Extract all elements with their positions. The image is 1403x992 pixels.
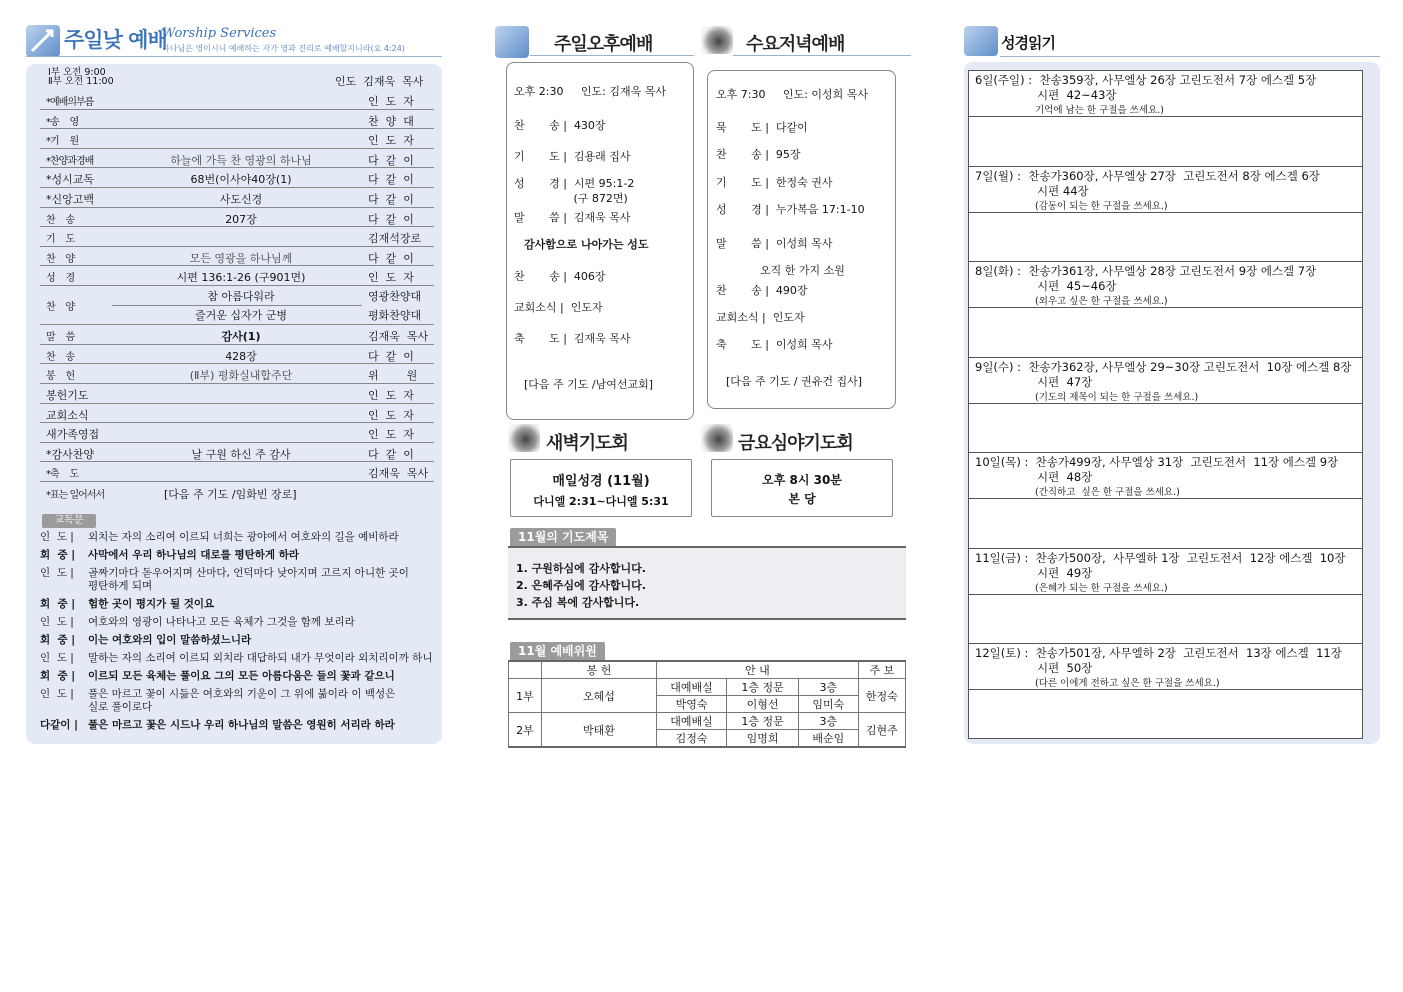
order-item-who: 다 같 이	[368, 173, 414, 187]
responsive-speaker: 인 도 |	[40, 567, 74, 579]
order-row	[40, 149, 434, 169]
wednesday-line: 교회소식 | 인도자	[716, 311, 805, 324]
order-item-name: 새가족영접	[46, 428, 100, 442]
order-row	[40, 462, 434, 482]
responsive-text: 말하는 자의 소리여 이르되 외치라 대답하되 내가 무엇이라 외치리이까 하니	[88, 652, 433, 664]
afternoon-line: 축 도 | 김재욱 목사	[514, 332, 631, 345]
reading-write-space	[969, 308, 1362, 357]
order-item-name: *기 원	[46, 136, 79, 148]
afternoon-line: 오후 2:30 인도: 김재욱 목사	[514, 85, 667, 98]
order-item-name: *송 영	[46, 116, 79, 128]
friday-title: 금요심야기도회	[738, 433, 853, 454]
staff-tag: 11월 예배위원	[510, 642, 605, 660]
afternoon-line: [다음 주 기도 /남여선교회]	[524, 378, 654, 391]
staff-guide-cell: 대예배실	[657, 713, 727, 730]
friday-prayer-icon	[701, 424, 733, 452]
responsive-line	[40, 670, 438, 683]
reading-write-space	[969, 499, 1362, 548]
dawn-prayer-box	[510, 459, 692, 517]
order-item-content: 68번(이사야40장(1)	[190, 173, 292, 187]
order-row	[40, 227, 434, 247]
order-item-who: 인 도 자	[368, 408, 414, 422]
afternoon-line: 성 경 | 시편 95:1-2	[514, 177, 635, 190]
next-prayer: [다음 주 기도 /임화빈 장로]	[164, 488, 297, 501]
responsive-line	[40, 634, 438, 647]
order-row	[40, 404, 434, 424]
wednesday-rule	[733, 55, 911, 56]
reading-day	[969, 453, 1362, 549]
order-item-content: 감사(1)	[221, 330, 261, 344]
afternoon-line: 찬 송 | 406장	[514, 270, 606, 283]
order-item-who: 다 같 이	[368, 447, 414, 461]
reading-day	[969, 549, 1362, 645]
schedule-second: Ⅱ부 오전 11:00	[48, 76, 114, 87]
staff-guide-cell: 임명희	[727, 730, 799, 748]
order-row	[40, 345, 434, 365]
order-item-who: 인 도 자	[368, 95, 414, 108]
responsive-speaker: 회 중 |	[40, 549, 76, 561]
afternoon-line: 교회소식 | 인도자	[514, 301, 603, 314]
reading-note-line: (은혜가 되는 한 구절을 쓰세요.)	[1035, 582, 1168, 594]
order-item-name: *찬양과경배	[46, 155, 94, 167]
staff-guide-cell: 임미숙	[799, 696, 859, 713]
responsive-text: 험한 곳이 평지가 될 것이요	[88, 598, 215, 610]
reading-day-line: 6일(주일) : 찬송359장, 사무엘상 26장 고린도전서 7장 에스겔 5장	[975, 73, 1317, 87]
wednesday-line: 오직 한 가지 소원	[760, 264, 845, 277]
responsive-text: 이르되 모든 육체는 풀이요 그의 모든 아름다움은 들의 꽃과 같으니	[88, 670, 395, 682]
order-item-name: *예배의부름	[46, 97, 94, 108]
staff-part: 2부	[509, 713, 542, 748]
responsive-speaker: 인 도 |	[40, 531, 74, 543]
prayer-topic: 2. 은혜주심에 감사합니다.	[516, 579, 646, 592]
responsive-line	[40, 688, 438, 714]
staff-guide-cell: 박영숙	[657, 696, 727, 713]
order-of-worship	[40, 90, 434, 482]
responsive-text: 풀은 마르고 꽃은 시드나 우리 하나님의 말씀은 영원히 서리라 하라	[88, 719, 395, 731]
reading-psalm-line: 시편 49장	[1037, 565, 1093, 580]
prayer-topics	[508, 546, 906, 620]
staff-guide-cell: 1층 정문	[727, 679, 799, 696]
order-item-name: 봉 헌	[46, 371, 75, 383]
staff-part: 1부	[509, 679, 542, 713]
reading-psalm-line: 시편 50장	[1037, 661, 1093, 675]
staff-guide-cell: 배순임	[799, 730, 859, 748]
reading-note-line: (다른 이에게 전하고 싶은 한 구절을 쓰세요.)	[1035, 678, 1220, 689]
order-item-who: 찬 양 대	[368, 114, 414, 128]
reading-list	[968, 70, 1363, 739]
order-item-name: 찬 송	[46, 214, 75, 226]
responsive-reading	[40, 531, 438, 737]
wednesday-line: 찬 송 | 95장	[716, 148, 801, 161]
reading-title: 성경읽기	[1001, 34, 1055, 52]
order-item-who: 영광찬양대	[368, 289, 422, 303]
order-item-content: (Ⅱ부) 평화실내합주단	[189, 369, 293, 383]
responsive-speaker: 회 중 |	[40, 634, 76, 646]
reading-note-line: (외우고 싶은 한 구절을 쓰세요.)	[1035, 296, 1168, 307]
dawn-title: 새벽기도회	[546, 433, 628, 454]
responsive-speaker: 다같이 |	[40, 719, 78, 731]
order-row	[40, 423, 434, 443]
wednesday-title: 수요저녁예배	[746, 34, 845, 55]
staff-header-row	[509, 661, 906, 679]
responsive-speaker: 회 중 |	[40, 670, 76, 682]
order-item-content: 하늘에 가득 찬 영광의 하나님	[170, 153, 312, 167]
afternoon-line: (구 872면)	[514, 192, 628, 205]
order-item-name: 봉헌기도	[46, 388, 89, 402]
responsive-line	[40, 719, 438, 732]
order-row	[40, 247, 434, 267]
prayer-topics-tag: 11월의 기도제목	[510, 528, 616, 546]
reading-day-line: 7일(월) : 찬송가360장, 사무엘상 27장 고린도전서 8장 에스겔 6장	[975, 168, 1320, 183]
responsive-text: 사막에서 우리 하나님의 대로를 평탄하게 하라	[88, 549, 299, 561]
responsive-line	[40, 616, 438, 629]
staff-header-guide: 안 내	[657, 661, 859, 679]
prayer-topic: 3. 주심 복에 감사합니다.	[516, 596, 640, 609]
wednesday-line: 말 씀 | 이성희 목사	[716, 237, 833, 250]
order-sub-divider	[112, 305, 362, 306]
reading-write-space	[969, 404, 1362, 453]
wednesday-line: 묵 도 | 다같이	[716, 121, 808, 134]
friday-line-1: 오후 8시 30분	[762, 473, 842, 487]
order-row	[40, 168, 434, 188]
dawn-line-1: 매일성경 (11월)	[552, 474, 650, 489]
order-row	[40, 188, 434, 208]
reading-day	[969, 358, 1362, 454]
reading-note-line: (기도의 제목이 되는 한 구절을 쓰세요.)	[1035, 391, 1199, 403]
staff-offering: 박태환	[541, 713, 656, 748]
responsive-speaker: 회 중 |	[40, 598, 76, 610]
staff-header-bulletin: 주 보	[858, 661, 905, 679]
responsive-speaker: 인 도 |	[40, 688, 74, 700]
reading-day-line: 8일(화) : 찬송가361장, 사무엘상 28장 고린도전서 9장 에스겔 7장	[975, 264, 1317, 278]
afternoon-line: 말 씀 | 김재욱 목사	[514, 211, 631, 224]
reading-day	[969, 71, 1362, 167]
order-item-content: 428장	[225, 349, 257, 363]
responsive-line	[40, 652, 438, 665]
reading-day	[969, 167, 1362, 263]
responsive-line	[40, 549, 438, 562]
staff-guide-cell: 1층 정문	[727, 713, 799, 730]
staff-guide-cell: 3층	[799, 713, 859, 730]
staff-guide-cell: 김정숙	[657, 730, 727, 748]
bible-icon	[701, 26, 733, 54]
staff-offering: 오혜섭	[541, 679, 656, 713]
wednesday-line: [다음 주 기도 / 권유건 집사]	[726, 375, 863, 388]
responsive-line	[40, 598, 438, 611]
order-item-name: 찬 양	[46, 253, 75, 265]
order-row	[40, 364, 434, 384]
staff-guide-cell: 이형선	[727, 696, 799, 713]
staff-bulletin: 김현주	[858, 713, 905, 748]
order-item-name: *성시교독	[46, 173, 95, 187]
reading-day-line: 10일(목) : 찬송가499장, 사무엘상 31장 고린도전서 11장 에스겔 9장	[975, 455, 1339, 469]
order-item-content: 시편 136:1-26 (구901면)	[176, 271, 306, 285]
order-item-who: 다 같 이	[368, 192, 414, 206]
reading-note-line: (감동이 되는 한 구절을 쓰세요.)	[1035, 200, 1168, 212]
afternoon-line: 감사함으로 나아가는 성도	[524, 238, 649, 251]
reading-note-line: (간직하고 싶은 한 구절을 쓰세요.)	[1035, 487, 1180, 498]
reading-day-text	[969, 262, 1362, 308]
wednesday-line: 오후 7:30 인도: 이성희 목사	[716, 88, 869, 101]
reading-write-space	[969, 690, 1362, 740]
responsive-reading-tag: 교독문	[42, 514, 96, 528]
standing-note: *표는 일어서서	[46, 490, 105, 501]
worship-staff-table	[508, 660, 906, 748]
service-leader: 인도 김재욱 목사	[335, 75, 424, 88]
order-row	[40, 325, 434, 345]
order-item-who: 다 같 이	[368, 349, 414, 363]
schedule-first: Ⅰ부 오전 9:00	[48, 67, 106, 78]
prayer-topic: 1. 구원하심에 감사합니다.	[516, 562, 646, 575]
responsive-line	[40, 567, 438, 593]
reading-psalm-line: 시편 44장	[1037, 183, 1089, 198]
reading-day-text	[969, 453, 1362, 499]
order-item-who: 인 도 자	[368, 271, 414, 285]
order-item-name: *감사찬양	[46, 447, 95, 461]
wednesday-line: 찬 송 | 490장	[716, 284, 808, 297]
responsive-text: 이는 여호와의 입이 말씀하셨느니라	[88, 634, 252, 646]
title-divider	[26, 56, 442, 57]
order-row	[40, 384, 434, 404]
order-item-who: 다 같 이	[368, 153, 414, 167]
afternoon-title: 주일오후예배	[554, 34, 653, 55]
order-item-content: 207장	[225, 212, 257, 226]
afternoon-rule	[530, 55, 694, 56]
dawn-line-2: 다니엘 2:31~다니엘 5:31	[533, 495, 669, 508]
order-item-name: 기 도	[46, 234, 75, 246]
order-item-content: 즐거운 십자가 군병	[194, 308, 287, 322]
afternoon-line: 찬 송 | 430장	[514, 119, 606, 132]
staff-guide-cell: 3층	[799, 679, 859, 696]
reading-note-line: 기억에 남는 한 구절을 쓰세요.)	[1035, 105, 1164, 116]
worship-title: 주일낮 예배	[64, 28, 167, 52]
worship-subtitle: Worship Services	[162, 26, 277, 41]
reading-day	[969, 262, 1362, 358]
order-row	[40, 286, 434, 325]
dawn-prayer-icon	[508, 424, 540, 452]
friday-line-2: 본 당	[788, 492, 816, 506]
order-item-who: 다 같 이	[368, 251, 414, 265]
responsive-text: 외치는 자의 소리여 이르되 너희는 광야에서 여호와의 길을 예비하라	[88, 531, 399, 543]
reading-write-space	[969, 213, 1362, 262]
responsive-speaker: 인 도 |	[40, 652, 74, 664]
reading-day-line: 9일(수) : 찬송가362장, 사무엘상 29~30장 고린도전서 10장 에스겔 8장	[975, 359, 1352, 374]
responsive-text: 여호와의 영광이 나타나고 모든 육체가 그것을 함께 보리라	[88, 616, 355, 628]
order-item-name: 찬 송	[46, 351, 75, 363]
reading-day-text	[969, 549, 1362, 595]
friday-prayer-box	[711, 459, 893, 517]
responsive-line	[40, 531, 438, 544]
order-item-content: 사도신경	[219, 192, 263, 206]
order-item-who: 평화찬양대	[368, 308, 422, 322]
order-row	[40, 443, 434, 463]
reading-psalm-line: 시편 47장	[1037, 374, 1093, 389]
order-item-name: *신앙고백	[46, 192, 95, 206]
order-item-who: 김재욱 목사	[368, 330, 429, 344]
reading-psalm-line: 시편 48장	[1037, 470, 1093, 484]
order-item-name: 성 경	[46, 273, 75, 285]
reading-write-space	[969, 595, 1362, 644]
reading-day-text	[969, 644, 1362, 690]
reading-day-line: 11일(금) : 찬송가500장, 사무엘하 1장 고린도전서 12장 에스겔 10장	[975, 550, 1346, 565]
reading-psalm-line: 시편 42~43장	[1037, 88, 1117, 102]
responsive-text: 골짜기마다 돋우어지며 산마다, 언덕마다 낮아지며 고르지 아니한 곳이 평탄하게 되며	[88, 567, 409, 592]
order-item-who: 인 도 자	[368, 428, 414, 442]
afternoon-line: 기 도 | 김용래 집사	[514, 150, 631, 163]
order-row	[40, 90, 434, 110]
order-item-who: 김재석장로	[368, 232, 422, 246]
praying-hands-icon	[495, 26, 529, 58]
reading-day-text	[969, 358, 1362, 404]
staff-header-offering: 봉 헌	[541, 661, 656, 679]
order-item-who: 인 도 자	[368, 134, 414, 148]
order-item-name: 찬 양	[46, 301, 75, 313]
worship-verse: 하나님은 영이시니 예배하는 자가 영과 진리로 예배할지니라(요 4:24)	[162, 44, 405, 53]
reading-day	[969, 644, 1362, 740]
reading-day-text	[969, 167, 1362, 213]
staff-guide-cell: 대예배실	[657, 679, 727, 696]
order-item-who: 다 같 이	[368, 212, 414, 226]
order-row	[40, 266, 434, 286]
staff-bulletin: 한정숙	[858, 679, 905, 713]
worship-cross-icon	[26, 25, 60, 57]
wednesday-line: 성 경 | 누가복음 17:1-10	[716, 203, 865, 216]
reading-psalm-line: 시편 45~46장	[1037, 279, 1117, 293]
staff-row	[509, 679, 906, 696]
staff-row	[509, 713, 906, 730]
order-row	[40, 110, 434, 130]
order-item-content: 모든 영광을 하나님께	[189, 251, 293, 265]
reading-write-space	[969, 117, 1362, 166]
order-row	[40, 129, 434, 149]
service-schedule	[48, 68, 114, 86]
open-book-icon	[964, 26, 998, 56]
order-item-content: 날 구원 하신 주 감사	[191, 447, 291, 461]
wednesday-line: 축 도 | 이성희 목사	[716, 338, 833, 351]
order-item-name: 말 씀	[46, 332, 75, 344]
responsive-speaker: 인 도 |	[40, 616, 74, 628]
reading-rule	[1000, 56, 1380, 57]
order-item-name: 교회소식	[46, 408, 89, 422]
order-item-who: 김재욱 목사	[368, 467, 429, 481]
reading-day-text	[969, 71, 1362, 117]
order-item-who: 인 도 자	[368, 388, 414, 402]
order-item-who: 위 원	[368, 369, 418, 383]
order-item-content: 참 아름다워라	[207, 289, 275, 303]
order-item-name: *축 도	[46, 469, 79, 481]
order-row	[40, 208, 434, 228]
responsive-text: 풀은 마르고 꽃이 시듦은 여호와의 기운이 그 위에 붊이라 이 백성은 실로 풀이로다	[88, 688, 396, 713]
reading-day-line: 12일(토) : 찬송가501장, 사무엘하 2장 고린도전서 13장 에스겔 11장	[975, 646, 1342, 660]
wednesday-line: 기 도 | 한정숙 권사	[716, 176, 833, 189]
